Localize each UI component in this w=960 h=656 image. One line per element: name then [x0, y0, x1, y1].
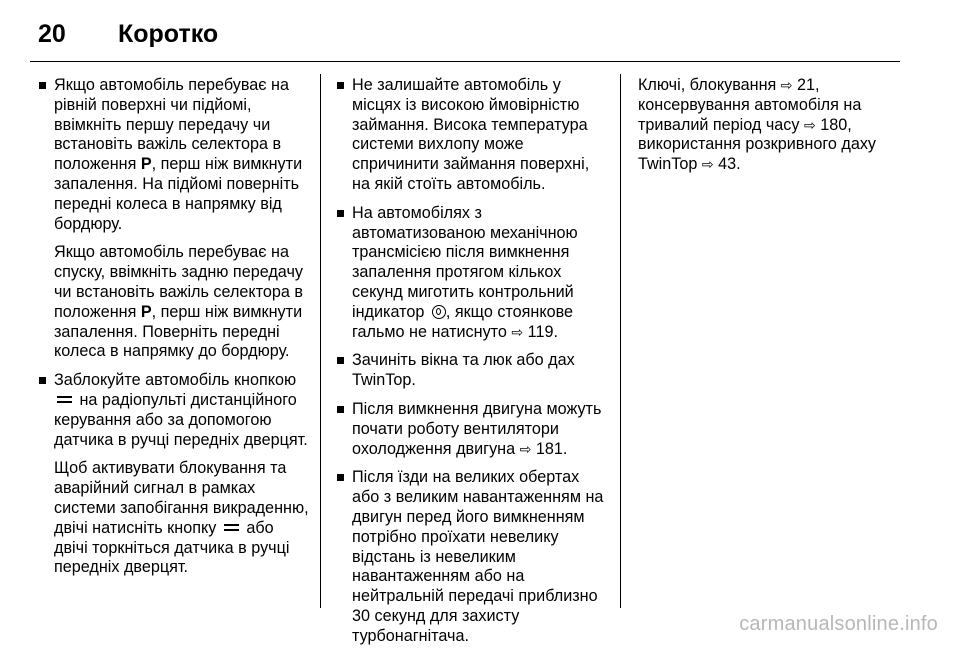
bullet-icon — [337, 82, 344, 89]
brake-indicator-icon — [432, 305, 446, 319]
page-header — [38, 14, 922, 54]
page-reference[interactable]: 119. — [527, 322, 558, 341]
bullet-icon — [337, 357, 344, 364]
bullet-icon — [39, 377, 46, 384]
watermark: carmanualsonline.info — [739, 613, 938, 635]
bullet-icon — [337, 406, 344, 413]
bullet-icon — [337, 474, 344, 481]
bullet-icon — [39, 82, 46, 89]
paragraph: Заблокуйте автомобіль кнопкою на радіопульті дистанційного керування або за допомогою датчика в ручці передніх дверцят. — [54, 371, 308, 449]
list-item — [38, 76, 310, 362]
list-item: Після вимкнення двигуна можуть почати роботу вентилятори охолодження двигуна ⇨ 181. — [336, 400, 608, 459]
paragraph: Якщо автомобіль перебуває на спуску, ввімкніть задню передачу чи встановіть важіль селектора в положення P, перш ніж вимкнути запалення. Поверніть передні колеса в напрямку до бордюру. — [54, 243, 304, 361]
index-entry: використання розкривного даху TwinTop ⇨ 43. — [638, 135, 877, 174]
paragraph: Щоб активувати блокування та аварійний сигнал в рамках системи запобігання викраденню, двічі натисніть кнопку або двічі торкніться датчика в ручці передніх дверцят. — [54, 459, 309, 577]
list-item: Зачиніть вікна та люк або дах TwinTop. — [336, 351, 608, 391]
index-entry: Ключі, блокування ⇨ 21, — [638, 76, 820, 94]
column-divider-1 — [320, 74, 321, 608]
paragraph: Якщо автомобіль перебуває на рівній поверхні чи підйомі, ввімкніть першу передачу чи встановіть важіль селектора в положення P, перш ніж вимкнути запалення. На підйомі поверніть передні колеса в напрямку від бордюру. — [54, 76, 303, 233]
section-title: Коротко — [118, 19, 219, 48]
header-divider — [30, 61, 900, 62]
lock-button-icon — [224, 523, 239, 532]
column-divider-2 — [620, 74, 621, 608]
page-reference-arrow-icon: ⇨ — [780, 77, 793, 93]
page-reference[interactable]: 43. — [718, 155, 741, 174]
list-item: Не залишайте автомобіль у місцях із високою ймовірністю займання. Висока температура системи вихлопу може спричинити займання поверхні, на якій стоїть автомобіль. — [336, 76, 608, 195]
page-reference-arrow-icon: ⇨ — [511, 323, 524, 340]
page-reference[interactable]: 181. — [535, 439, 568, 458]
column-1 — [38, 76, 310, 587]
index-entry: консервування автомобіля на тривалий період часу ⇨ 180, — [638, 95, 862, 134]
page-number: 20 — [38, 19, 66, 48]
page-reference-arrow-icon: ⇨ — [804, 116, 816, 133]
list-item: Після їзди на великих обертах або з великим навантаженням на двигун перед його вимкненням потрібно проїхати невелику відстань із невеликим навантаженням або на нейтральній передачі приблизно 30 секунд для захисту турбонагнітача. — [336, 468, 608, 646]
page-reference[interactable]: 180, — [820, 115, 852, 134]
list-item: На автомобілях з автоматизованою механічною трансмісією після вимкнення запалення протягом кількох секунд миготить контрольний індикатор , якщо стоянкове гальмо не натиснуто ⇨ 119. — [336, 204, 608, 343]
column-2 — [336, 76, 608, 656]
column-3-index — [638, 76, 900, 175]
page-reference-arrow-icon: ⇨ — [701, 156, 714, 173]
list-item — [38, 371, 310, 578]
bullet-icon — [337, 210, 344, 217]
page-reference[interactable]: 21, — [797, 76, 820, 94]
lock-button-icon — [57, 395, 72, 404]
page-reference-arrow-icon: ⇨ — [519, 440, 532, 457]
